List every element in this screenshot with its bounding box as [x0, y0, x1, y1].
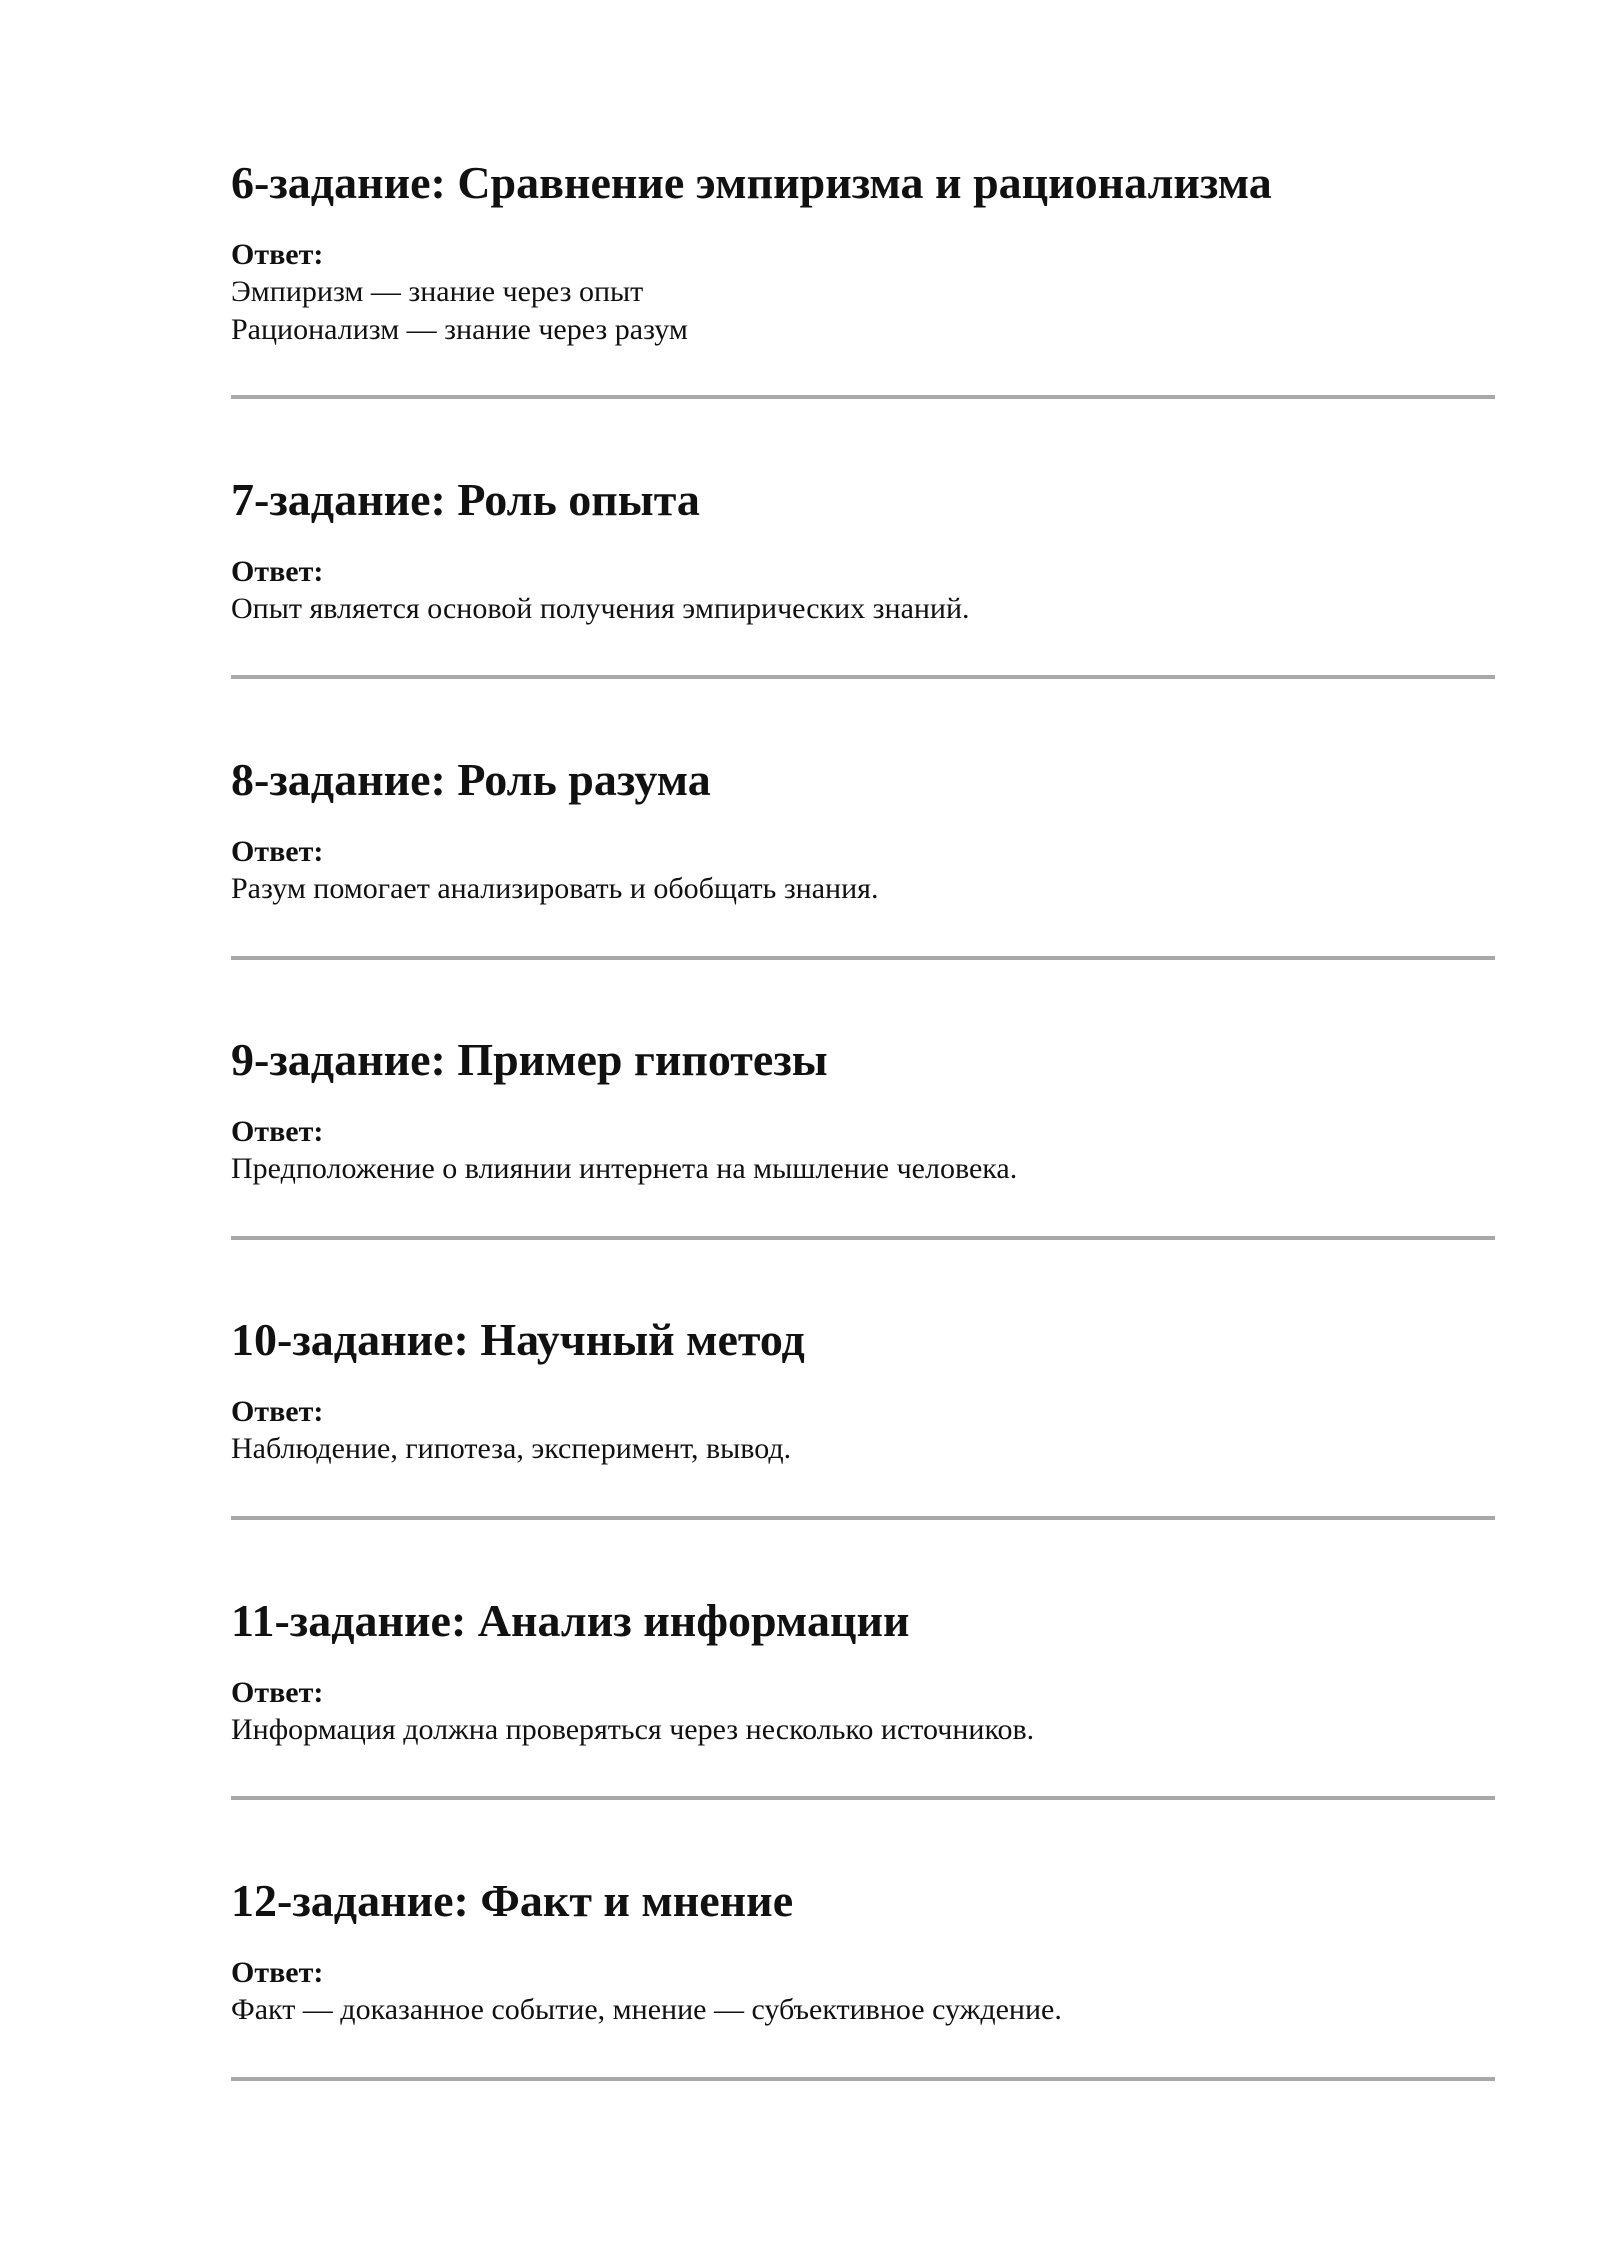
answer-label: Ответ: — [231, 238, 324, 271]
answer-text — [231, 1430, 791, 1468]
answer-label: Ответ: — [231, 835, 324, 868]
answer-line: Рационализм — знание через разум — [231, 313, 688, 346]
task-title: 11-задание: Анализ информации — [231, 1595, 910, 1646]
answer-label: Ответ: — [231, 1395, 324, 1428]
section-divider — [231, 1796, 1495, 1800]
answer-line: Опыт является основой получения эмпирических знаний. — [231, 592, 970, 625]
section-divider — [231, 675, 1495, 679]
answer-text — [231, 1991, 1062, 2029]
task-title: 8-задание: Роль разума — [231, 754, 711, 805]
answer-line: Разум помогает анализировать и обобщать знания. — [231, 872, 879, 905]
answer-line: Информация должна проверяться через несколько источников. — [231, 1713, 1035, 1746]
answer-line: Предположение о влиянии интернета на мышление человека. — [231, 1152, 1018, 1185]
answer-label: Ответ: — [231, 1676, 324, 1709]
answer-text — [231, 1150, 1017, 1188]
section-divider — [231, 956, 1495, 960]
answer-label: Ответ: — [231, 555, 324, 588]
answer-label: Ответ: — [231, 1956, 324, 1989]
task-title: 9-задание: Пример гипотезы — [231, 1034, 828, 1085]
answer-line: Наблюдение, гипотеза, эксперимент, вывод. — [231, 1432, 792, 1465]
section-divider — [231, 2077, 1495, 2081]
task-title: 12-задание: Факт и мнение — [231, 1875, 794, 1926]
task-title: 7-задание: Роль опыта — [231, 474, 700, 525]
task-title: 6-задание: Сравнение эмпиризма и рационализма — [231, 157, 1272, 208]
answer-text — [231, 1711, 1034, 1749]
answer-label: Ответ: — [231, 1115, 324, 1148]
section-divider — [231, 1236, 1495, 1240]
section-divider — [231, 1516, 1495, 1520]
section-divider — [231, 395, 1495, 399]
answer-line: Эмпиризм — знание через опыт — [231, 275, 644, 308]
answer-line: Факт — доказанное событие, мнение — субъективное суждение. — [231, 1993, 1062, 2026]
answer-text — [231, 590, 970, 628]
task-title: 10-задание: Научный метод — [231, 1314, 805, 1365]
answer-text — [231, 870, 878, 908]
answer-text — [231, 273, 688, 349]
